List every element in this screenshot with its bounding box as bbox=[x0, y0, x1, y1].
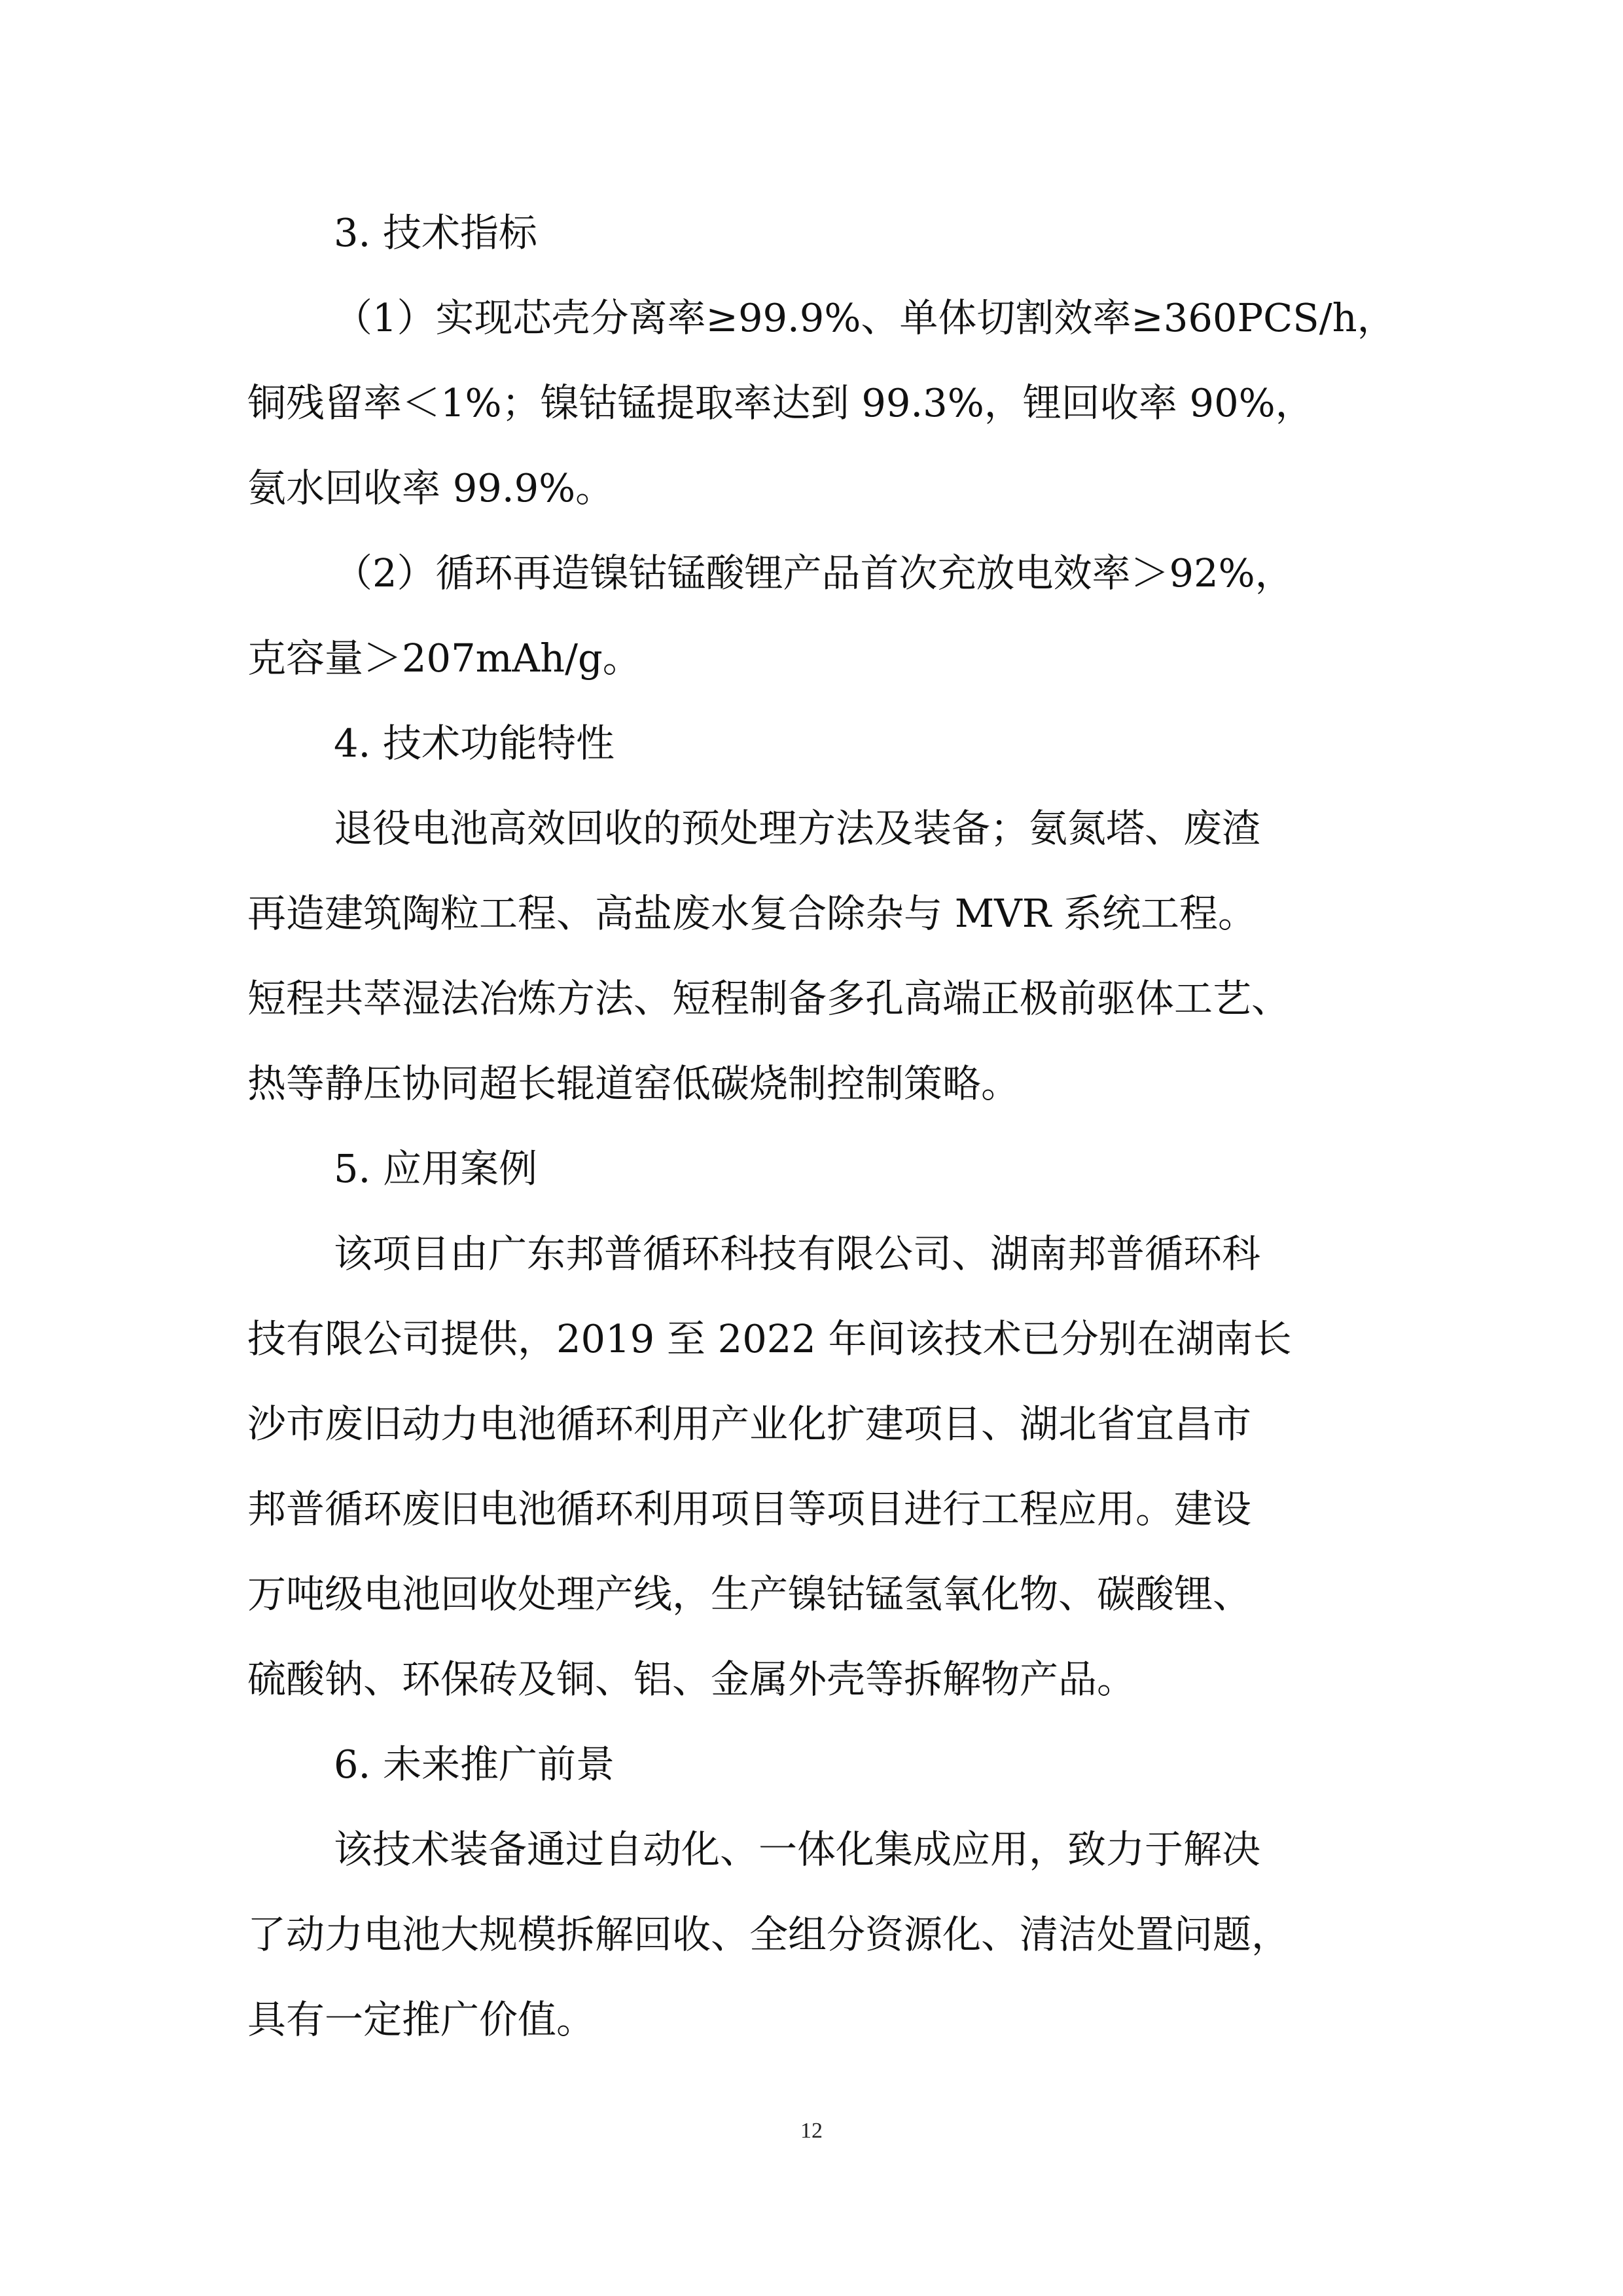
paragraph-line: 具有一定推广价值。 bbox=[247, 1997, 596, 2042]
paragraph-line: 沙市废旧动力电池循环利用产业化扩建项目、湖北省宜昌市 bbox=[247, 1401, 1252, 1446]
paragraph-line: 万吨级电池回收处理产线，生产镍钴锰氢氧化物、碳酸锂、 bbox=[247, 1571, 1252, 1617]
section-heading-future-prospects: 6. 未来推广前景 bbox=[334, 1742, 615, 1787]
section-heading-application-cases: 5. 应用案例 bbox=[334, 1146, 538, 1191]
paragraph-line: 该技术装备通过自动化、一体化集成应用，致力于解决 bbox=[334, 1827, 1261, 1872]
paragraph-line: （2）循环再造镍钴锰酸锂产品首次充放电效率＞92%， bbox=[334, 550, 1294, 596]
paragraph-line: 铜残留率＜1%；镍钴锰提取率达到 99.3%，锂回收率 90%， bbox=[247, 380, 1314, 425]
section-heading-technical-indicators: 3. 技术指标 bbox=[334, 210, 538, 255]
paragraph-line: 氨水回收率 99.9%。 bbox=[247, 465, 615, 511]
paragraph-line: 退役电池高效回收的预处理方法及装备；氨氮塔、废渣 bbox=[334, 806, 1261, 851]
paragraph-line: 邦普循环废旧电池循环利用项目等项目进行工程应用。建设 bbox=[247, 1486, 1252, 1532]
paragraph-line: 克容量＞207mAh/g。 bbox=[247, 636, 641, 681]
paragraph-line: 再造建筑陶粒工程、高盐废水复合除杂与 MVR 系统工程。 bbox=[247, 891, 1257, 936]
paragraph-line: 短程共萃湿法冶炼方法、短程制备多孔高端正极前驱体工艺、 bbox=[247, 976, 1291, 1021]
paragraph-line: 该项目由广东邦普循环科技有限公司、湖南邦普循环科 bbox=[334, 1231, 1261, 1276]
paragraph-line: 技有限公司提供，2019 至 2022 年间该技术已分别在湖南长 bbox=[247, 1316, 1292, 1361]
paragraph-line: 硫酸钠、环保砖及铜、铝、金属外壳等拆解物产品。 bbox=[247, 1657, 1136, 1702]
paragraph-line: 了动力电池大规模拆解回收、全组分资源化、清洁处置问题， bbox=[247, 1912, 1291, 1957]
section-heading-technical-features: 4. 技术功能特性 bbox=[334, 721, 615, 766]
paragraph-line: （1）实现芯壳分离率≥99.9%、单体切割效率≥360PCS/h， bbox=[334, 295, 1396, 340]
page-number: 12 bbox=[800, 2119, 823, 2143]
paragraph-line: 热等静压协同超长辊道窑低碳烧制控制策略。 bbox=[247, 1061, 1020, 1106]
